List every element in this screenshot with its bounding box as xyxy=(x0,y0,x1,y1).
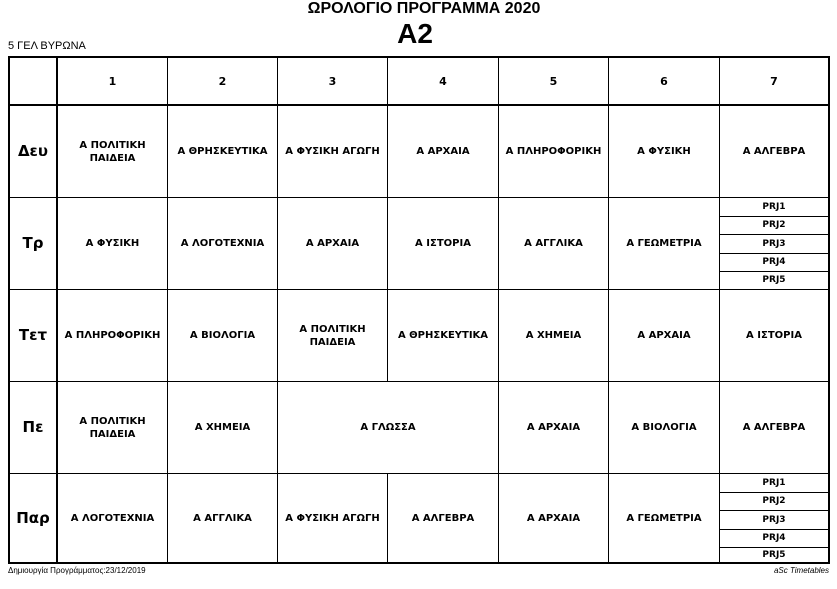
lesson-cell: Α ΘΡΗΣΚΕΥΤΙΚΑ xyxy=(397,330,489,341)
lesson-cell: Α ΒΙΟΛΟΓΙΑ xyxy=(631,422,697,433)
lesson-cell: Α ΧΗΜΕΙΑ xyxy=(194,422,251,433)
lesson-cell: Α ΑΡΧΑΙΑ xyxy=(526,512,581,524)
lesson-cell: Α ΠΟΛΙΤΙΚΗ ΠΑΙΔΕΙΑ xyxy=(299,323,366,348)
software-credit: aSc Timetables xyxy=(773,566,829,575)
lesson-cell: Α ΦΥΣΙΚΗ ΑΓΩΓΗ xyxy=(285,146,380,157)
lesson-cell: Α ΑΛΓΕΒΡΑ xyxy=(742,146,806,157)
lesson-cell: Α ΧΗΜΕΙΑ xyxy=(525,330,582,341)
lesson-cell: Α ΑΡΧΑΙΑ xyxy=(416,146,470,157)
lesson-cell: Α ΙΣΤΟΡΙΑ xyxy=(415,238,471,249)
project-cell: PRJ5 xyxy=(762,275,786,285)
project-cell: PRJ2 xyxy=(762,496,786,506)
lesson-cell: Α ΠΛΗΡΟΦΟΡΙΚΗ xyxy=(64,330,161,341)
lesson-cell: Α ΘΡΗΣΚΕΥΤΙΚΑ xyxy=(177,146,268,157)
lesson-cell: Α ΑΛΓΕΒΡΑ xyxy=(411,512,475,524)
lesson-cell: Α ΙΣΤΟΡΙΑ xyxy=(746,330,802,341)
lesson-cell: Α ΓΕΩΜΕΤΡΙΑ xyxy=(626,512,702,524)
lesson-cell: Α ΑΓΓΛΙΚΑ xyxy=(193,512,252,524)
lesson-cell: Α ΑΓΓΛΙΚΑ xyxy=(524,238,583,249)
day-label: Πε xyxy=(22,418,44,436)
lesson-cell: Α ΓΕΩΜΕΤΡΙΑ xyxy=(626,238,702,249)
period-header: 2 xyxy=(218,74,227,88)
period-header: 7 xyxy=(770,74,778,88)
day-label: Τρ xyxy=(22,234,44,252)
period-header: 4 xyxy=(439,74,447,88)
lesson-cell: Α ΦΥΣΙΚΗ xyxy=(637,146,691,157)
lesson-cell: Α ΦΥΣΙΚΗ ΑΓΩΓΗ xyxy=(285,512,380,524)
project-cell: PRJ1 xyxy=(762,477,786,488)
period-header: 6 xyxy=(660,74,668,88)
project-cell: PRJ4 xyxy=(762,257,786,267)
lesson-cell-double: Α ΓΛΩΣΣΑ xyxy=(360,422,416,433)
school-name: 5 ΓΕΛ ΒΥΡΩΝΑ xyxy=(8,40,86,52)
lesson-cell: Α ΛΟΓΟΤΕΧΝΙΑ xyxy=(180,238,265,249)
project-cell: PRJ3 xyxy=(762,238,786,249)
day-label: Τετ xyxy=(18,326,48,344)
lesson-cell: Α ΠΛΗΡΟΦΟΡΙΚΗ xyxy=(505,146,602,157)
lesson-cell: Α ΛΟΓΟΤΕΧΝΙΑ xyxy=(70,512,155,524)
class-name: A2 xyxy=(397,18,433,49)
project-cell: PRJ3 xyxy=(762,514,786,525)
timetable-grid xyxy=(8,56,830,564)
page-title: ΩΡΟΛΟΓΙΟ ΠΡΟΓΡΑΜΜΑ 2020 xyxy=(307,0,541,17)
period-header: 1 xyxy=(108,74,117,88)
lesson-cell: Α ΑΛΓΕΒΡΑ xyxy=(742,422,806,433)
lesson-cell: Α ΦΥΣΙΚΗ xyxy=(85,238,140,249)
day-label: Παρ xyxy=(16,508,50,527)
project-cell: PRJ2 xyxy=(762,220,786,230)
project-cell: PRJ1 xyxy=(762,201,786,212)
project-cell: PRJ4 xyxy=(762,533,786,543)
lesson-cell: Α ΠΟΛΙΤΙΚΗ ΠΑΙΔΕΙΑ xyxy=(79,415,146,440)
creation-date: Δημιουργία Προγράμματος:23/12/2019 xyxy=(8,566,146,575)
lesson-cell: Α ΠΟΛΙΤΙΚΗ ΠΑΙΔΕΙΑ xyxy=(79,139,146,164)
day-label: Δευ xyxy=(17,142,49,160)
project-cell: PRJ5 xyxy=(762,549,786,560)
period-header: 3 xyxy=(328,74,337,88)
period-header: 5 xyxy=(549,74,558,88)
lesson-cell: Α ΒΙΟΛΟΓΙΑ xyxy=(189,330,256,341)
lesson-cell: Α ΑΡΧΑΙΑ xyxy=(637,330,691,341)
lesson-cell: Α ΑΡΧΑΙΑ xyxy=(526,422,581,433)
lesson-cell: Α ΑΡΧΑΙΑ xyxy=(305,238,360,249)
